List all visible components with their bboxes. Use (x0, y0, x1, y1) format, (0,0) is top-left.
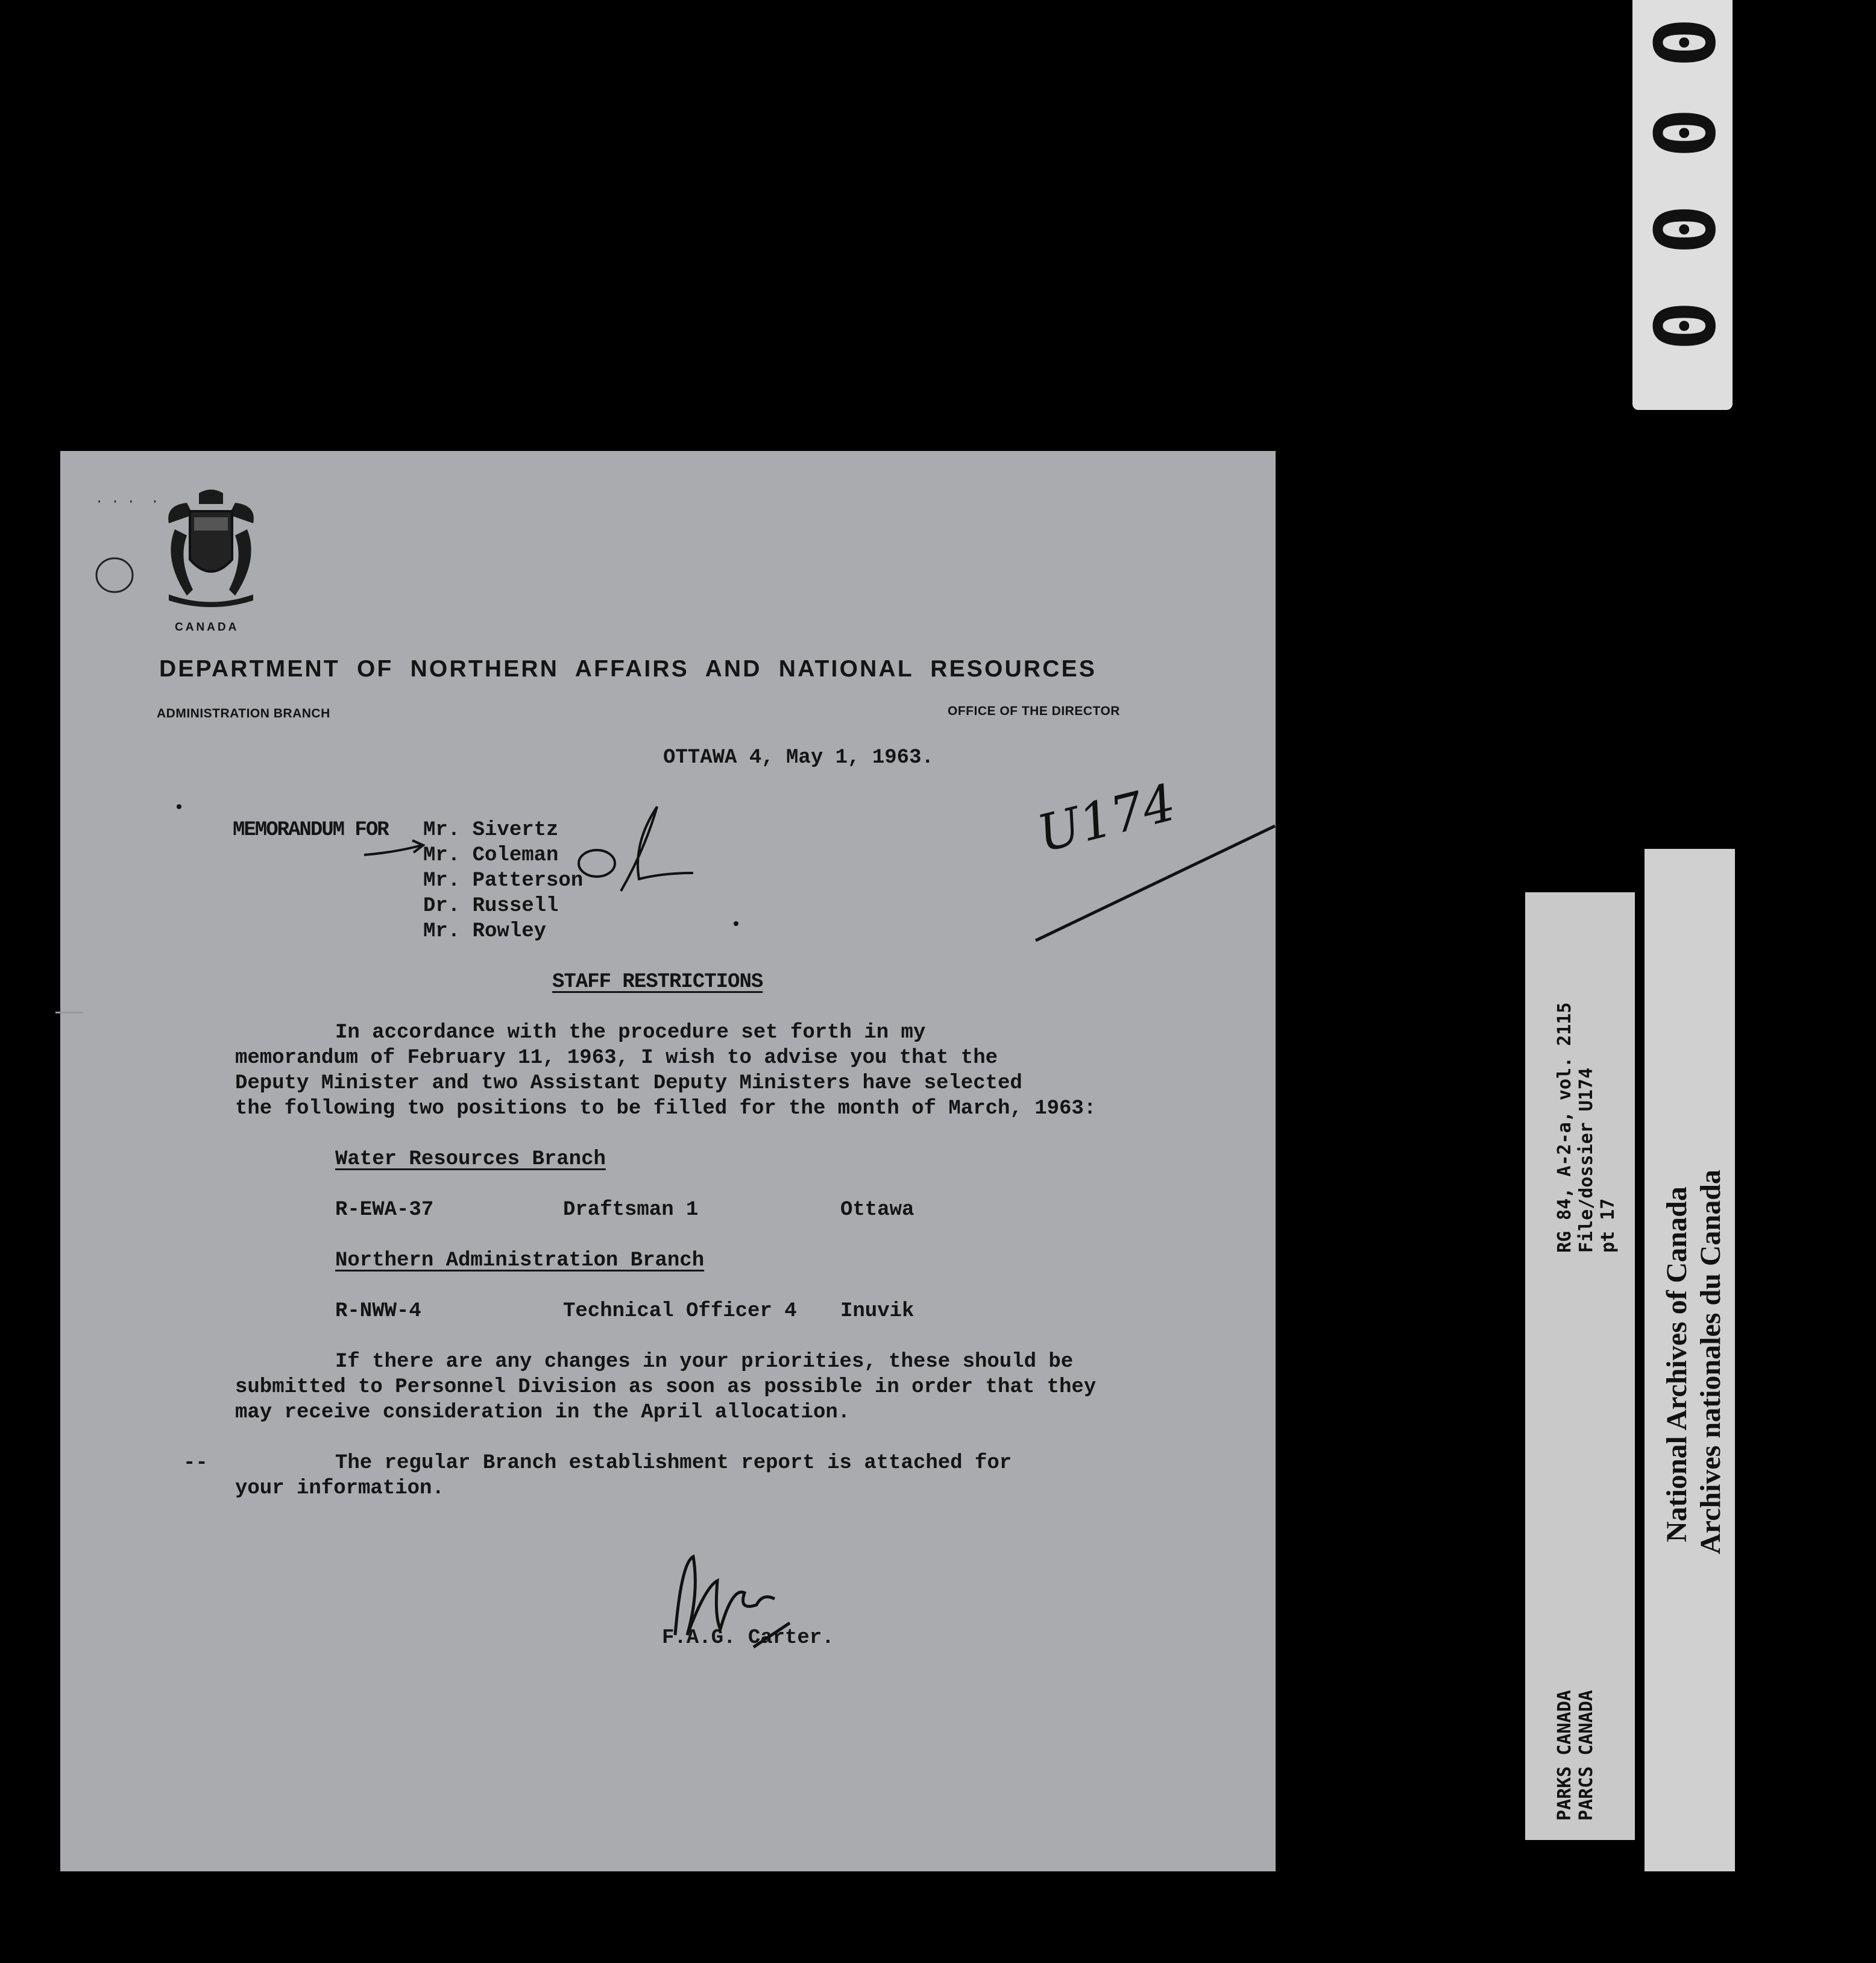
frame-counter (1632, 0, 1733, 410)
recipient: Dr. Russell (423, 895, 559, 918)
paragraph-line: may receive consideration in the April allocation. (235, 1401, 851, 1424)
paragraph-line: In accordance with the procedure set forth in my (335, 1021, 926, 1044)
date-line: OTTAWA 4, May 1, 1963. (663, 746, 934, 769)
paragraph-line: The regular Branch establishment report is attached for (335, 1452, 1012, 1475)
archives-line: Archives nationales du Canada (1695, 1170, 1726, 1554)
memo-sheet (60, 451, 1276, 1871)
letterhead-department: DEPARTMENT OF NORTHERN AFFAIRS AND NATIONAL RESOURCES (159, 656, 1097, 682)
frame-counter-digit: 0 (1634, 204, 1731, 255)
archive-reference-label (1525, 892, 1635, 1840)
archives-line: National Archives of Canada (1661, 1186, 1693, 1542)
position-title: Technical Officer 4 (563, 1300, 797, 1323)
agency-line: PARCS CANADA (1576, 1690, 1597, 1821)
bullet-mark: • (174, 798, 185, 819)
letterhead-office: OFFICE OF THE DIRECTOR (948, 704, 1120, 718)
coat-of-arms-icon (157, 487, 265, 608)
paragraph-line: submitted to Personnel Division as soon as possible in order that they (235, 1376, 1097, 1399)
reference-line: File/dossier U174 (1576, 1067, 1597, 1253)
paragraph-line: your information. (235, 1477, 444, 1500)
letterhead-branch: ADMINISTRATION BRANCH (157, 707, 330, 720)
position-location: Inuvik (840, 1300, 914, 1323)
reference-line: RG 84, A-2-a, vol. 2115 (1554, 1002, 1575, 1253)
letterhead-country: CANADA (175, 621, 239, 634)
position-location: Ottawa (840, 1199, 914, 1221)
reference-line: pt 17 (1597, 1198, 1619, 1253)
handwritten-check-mark (561, 801, 705, 903)
position-branch-heading: Water Resources Branch (335, 1148, 606, 1171)
dot-specks: · · · · (95, 494, 159, 509)
subject-heading: STAFF RESTRICTIONS (552, 971, 763, 994)
handwritten-file-number: U174 (1031, 772, 1182, 864)
sheet-edge-mark (55, 1012, 83, 1013)
memorandum-for-label: MEMORANDUM FOR (233, 819, 388, 842)
position-title: Draftsman 1 (563, 1199, 699, 1221)
paragraph-line: memorandum of February 11, 1963, I wish to advise you that the (235, 1047, 998, 1070)
pencil-circle-mark (92, 552, 140, 600)
handwritten-diagonal-stroke (1031, 813, 1284, 945)
frame-counter-digit: 0 (1634, 107, 1731, 159)
archives-name-label (1645, 849, 1735, 1871)
paragraph-line: Deputy Minister and two Assistant Deputy Ministers have selected (235, 1072, 1022, 1095)
paragraph-line: the following two positions to be filled for the month of March, 1963: (235, 1097, 1097, 1120)
margin-dash-mark: -- (183, 1452, 208, 1475)
position-code: R-EWA-37 (335, 1199, 434, 1221)
position-code: R-NWW-4 (335, 1300, 421, 1323)
frame-counter-digit: 0 (1634, 300, 1731, 351)
agency-line: PARKS CANADA (1554, 1690, 1575, 1821)
bullet-mark: • (731, 915, 742, 936)
recipient: Mr. Patterson (423, 869, 584, 892)
position-branch-heading: Northern Administration Branch (335, 1249, 705, 1272)
recipient: Mr. Rowley (423, 920, 547, 943)
recipient: Mr. Sivertz (423, 819, 559, 842)
recipient: Mr. Coleman (423, 844, 559, 867)
handwritten-arrow (362, 838, 428, 862)
frame-counter-digit: 0 (1634, 17, 1731, 68)
paragraph-line: If there are any changes in your priorities, these should be (335, 1350, 1074, 1373)
signatory-name: F.A.G. Carter. (662, 1627, 834, 1649)
